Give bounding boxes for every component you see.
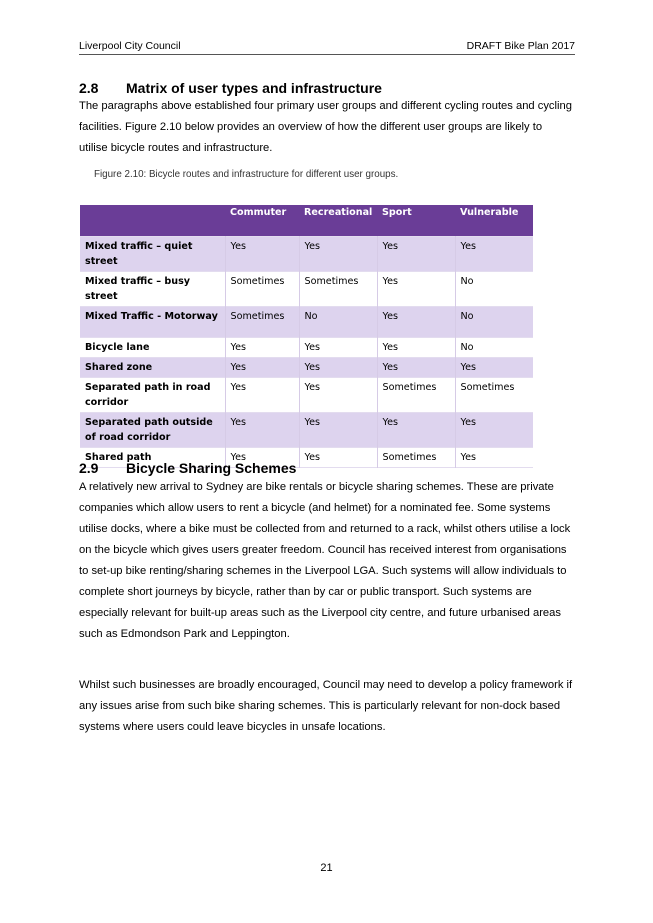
table-row [80,413,533,448]
column-header: Sport [377,205,455,237]
table-row [80,307,533,338]
section-2-9-paragraph-1: A relatively new arrival to Sydney are bike rentals or bicycle sharing schemes. These are private companies which allow users to rent a bicycle (and helmet) for a nominated fee. Some systems utilise docks, where a bike must be collected from and returned to a rack, whilst others utilise a lock on the bicycle which gives users greater freedom. Council has received interest from organisations to set-up bike renting/sharing schemes in the Liverpool LGA. Such systems will allow individuals to complete short journeys by bicycle, rather than by car or public transport. Such systems are especially relevant for built-up areas such as the Liverpool city centre, and future urbanised areas such as Edmondson Park and Leppington. [79,481,571,640]
table-cell: Yes [377,413,455,448]
user-infrastructure-matrix [80,205,533,468]
column-header: Vulnerable [455,205,533,237]
table-cell: Yes [455,237,533,272]
table-cell: Yes [225,338,299,358]
section-title: Matrix of user types and infrastructure [126,80,382,96]
row-label: Mixed traffic – quiet street [80,237,225,272]
table-cell: Sometimes [299,272,377,307]
table-cell: Yes [299,378,377,413]
table-cell: Sometimes [377,378,455,413]
section-2-8-heading [79,80,382,96]
table-cell: No [455,272,533,307]
section-number: 2.8 [79,80,99,96]
row-label: Mixed Traffic - Motorway [80,307,225,338]
table-cell: Yes [299,338,377,358]
table-cell: Sometimes [225,307,299,338]
table-row [80,358,533,378]
table-cell: No [455,338,533,358]
column-header [80,205,225,237]
table-cell: Yes [299,358,377,378]
table-cell: Yes [299,413,377,448]
table-cell: Sometimes [455,378,533,413]
table-cell: Yes [377,272,455,307]
row-label: Shared path [85,452,152,463]
table-row [80,378,533,413]
table-cell: Yes [377,358,455,378]
row-label: Mixed traffic – busy street [85,276,191,302]
section-2-9-heading [79,460,296,476]
section-number: 2.9 [79,460,99,476]
row-label: Shared zone [80,358,225,378]
header-document-title: DRAFT Bike Plan 2017 [466,40,575,52]
table-cell: Sometimes [225,272,299,307]
table-cell: Yes [225,413,299,448]
table-cell: Yes [377,307,455,338]
table-cell: Yes [455,448,533,468]
page-number: 21 [320,862,333,874]
section-title: Bicycle Sharing Schemes [126,460,297,476]
header-organisation: Liverpool City Council [79,40,181,52]
table-cell: Yes [225,237,299,272]
column-header: Recreational [299,205,377,237]
table-cell: No [299,307,377,338]
table-cell: Yes [225,358,299,378]
table-cell: No [455,307,533,338]
row-label: Separated path in road corridor [85,382,211,408]
table-row [80,237,533,272]
table-cell: Sometimes [377,448,455,468]
table-row [80,338,533,358]
table-cell: Yes [299,237,377,272]
row-label: Bicycle lane [85,342,150,353]
table-cell: Yes [455,358,533,378]
row-label: Separated path outside of road corridor [80,413,225,448]
table-row [80,272,533,307]
page-header [79,40,575,55]
table-cell: Yes [377,338,455,358]
section-2-9-paragraph-2: Whilst such businesses are broadly encouraged, Council may need to develop a policy framework if any issues arise from such bike sharing schemes. This is particularly relevant for non-dock based systems where users could leave bicycles in unsafe locations. [79,679,573,733]
table-cell: Yes [377,237,455,272]
table-cell: Yes [225,448,299,468]
column-header: Commuter [225,205,299,237]
figure-caption: Figure 2.10: Bicycle routes and infrastructure for different user groups. [94,169,399,180]
table-cell: Yes [299,448,377,468]
table-cell: Yes [225,378,299,413]
table-cell: Yes [455,413,533,448]
table-header-row [80,205,533,237]
section-2-8-paragraph: The paragraphs above established four primary user groups and different cycling routes and cycling facilities. Figure 2.10 below provides an overview of how the different user groups are likely to utilise bicycle routes and infrastructure. [79,100,572,154]
